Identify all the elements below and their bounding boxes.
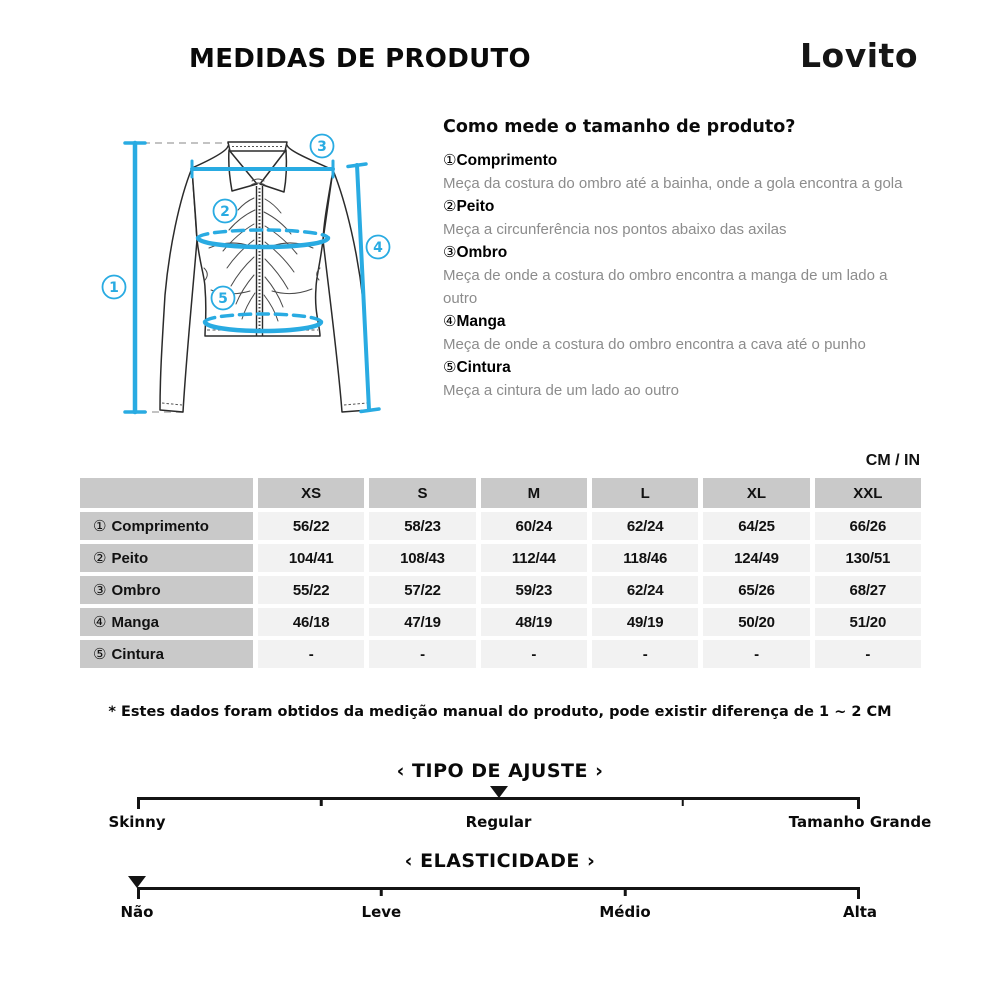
size-value-cell: 118/46 bbox=[592, 544, 698, 572]
size-value-cell: - bbox=[481, 640, 587, 668]
stretch-scale-track bbox=[137, 887, 860, 890]
size-value-cell: 62/24 bbox=[592, 576, 698, 604]
svg-text:1: 1 bbox=[109, 280, 119, 296]
guide-item-desc: Meça a cintura de um lado ao outro bbox=[443, 382, 679, 399]
scale-label: Não bbox=[120, 903, 154, 921]
size-value-cell: 59/23 bbox=[481, 576, 587, 604]
circled-number: ① bbox=[443, 152, 457, 169]
guide-item-desc: Meça de onde a costura do ombro encontra a manga de um lado a outro bbox=[443, 267, 888, 307]
size-value-cell: 68/27 bbox=[815, 576, 921, 604]
size-value-cell: 47/19 bbox=[369, 608, 475, 636]
garment-illustration bbox=[80, 120, 420, 440]
circled-number: ④ bbox=[93, 614, 107, 631]
circled-number: ④ bbox=[443, 313, 457, 330]
guide-item bbox=[443, 195, 925, 241]
fit-scale-marker-icon bbox=[490, 786, 508, 798]
scale-tick bbox=[682, 797, 685, 806]
size-value-cell: 58/23 bbox=[369, 512, 475, 540]
guide-item bbox=[443, 149, 925, 195]
svg-text:2: 2 bbox=[220, 204, 230, 220]
size-column-header: S bbox=[369, 478, 475, 508]
size-value-cell: 49/19 bbox=[592, 608, 698, 636]
size-value-cell: 50/20 bbox=[703, 608, 809, 636]
stretch-scale-marker-icon bbox=[128, 876, 146, 888]
measurement-footnote: * Estes dados foram obtidos da medição manual do produto, pode existir diferença de 1 ~ 2 CM bbox=[108, 704, 892, 720]
size-value-cell: - bbox=[369, 640, 475, 668]
table-row-label: ③ Ombro bbox=[80, 576, 253, 604]
stretch-scale-heading: ‹ ELASTICIDADE › bbox=[404, 850, 596, 872]
guide-heading: Como mede o tamanho de produto? bbox=[443, 117, 796, 137]
unit-label: CM / IN bbox=[865, 452, 920, 469]
stretch-scale-labels bbox=[120, 903, 878, 923]
circled-number: ③ bbox=[443, 244, 457, 261]
circled-number: ② bbox=[93, 550, 107, 567]
guide-item-label: ②Peito bbox=[443, 198, 495, 215]
size-column-header: XL bbox=[703, 478, 809, 508]
size-value-cell: 112/44 bbox=[481, 544, 587, 572]
size-value-cell: 65/26 bbox=[703, 576, 809, 604]
guide-item-label: ③Ombro bbox=[443, 244, 508, 261]
size-value-cell: - bbox=[592, 640, 698, 668]
guide-item-label: ④Manga bbox=[443, 313, 506, 330]
size-column-header: L bbox=[592, 478, 698, 508]
guide-item bbox=[443, 241, 925, 310]
scale-label: Regular bbox=[465, 813, 532, 831]
measure-guide bbox=[443, 117, 925, 402]
scale-label: Médio bbox=[599, 903, 651, 921]
size-value-cell: 48/19 bbox=[481, 608, 587, 636]
svg-text:3: 3 bbox=[317, 139, 327, 155]
table-row-label: ① Comprimento bbox=[80, 512, 253, 540]
guide-item bbox=[443, 356, 925, 402]
svg-text:4: 4 bbox=[373, 240, 383, 256]
size-value-cell: - bbox=[815, 640, 921, 668]
scale-label: Leve bbox=[361, 903, 402, 921]
size-value-cell: 56/22 bbox=[258, 512, 364, 540]
fit-scale-track bbox=[137, 797, 860, 800]
size-column-header: XS bbox=[258, 478, 364, 508]
circled-number: ⑤ bbox=[93, 646, 107, 663]
size-value-cell: 104/41 bbox=[258, 544, 364, 572]
table-row-label: ④ Manga bbox=[80, 608, 253, 636]
guide-item-label: ①Comprimento bbox=[443, 152, 558, 169]
size-value-cell: 57/22 bbox=[369, 576, 475, 604]
size-value-cell: 46/18 bbox=[258, 608, 364, 636]
table-row-label: ⑤ Cintura bbox=[80, 640, 253, 668]
scale-label: Tamanho Grande bbox=[788, 813, 932, 831]
size-value-cell: - bbox=[258, 640, 364, 668]
scale-tick bbox=[624, 887, 627, 896]
scale-tick bbox=[320, 797, 323, 806]
circled-number: ② bbox=[443, 198, 457, 215]
page-title: MEDIDAS DE PRODUTO bbox=[189, 44, 531, 74]
size-value-cell: 124/49 bbox=[703, 544, 809, 572]
table-row-label: ② Peito bbox=[80, 544, 253, 572]
size-value-cell: 108/43 bbox=[369, 544, 475, 572]
table-corner-cell bbox=[80, 478, 253, 508]
scale-label: Alta bbox=[842, 903, 878, 921]
guide-item bbox=[443, 310, 925, 356]
guide-item-label: ⑤Cintura bbox=[443, 359, 511, 376]
fit-scale-heading: ‹ TIPO DE AJUSTE › bbox=[396, 760, 604, 782]
size-value-cell: 51/20 bbox=[815, 608, 921, 636]
circled-number: ⑤ bbox=[443, 359, 457, 376]
size-value-cell: 64/25 bbox=[703, 512, 809, 540]
size-value-cell: 66/26 bbox=[815, 512, 921, 540]
guide-item-desc: Meça de onde a costura do ombro encontra a cava até o punho bbox=[443, 336, 866, 353]
scale-label: Skinny bbox=[108, 813, 166, 831]
circled-number: ③ bbox=[93, 582, 107, 599]
brand-logo: Lovito bbox=[800, 36, 918, 75]
size-table bbox=[80, 478, 921, 668]
size-value-cell: 130/51 bbox=[815, 544, 921, 572]
size-column-header: M bbox=[481, 478, 587, 508]
size-value-cell: 55/22 bbox=[258, 576, 364, 604]
fit-scale-labels bbox=[108, 813, 932, 833]
circled-number: ① bbox=[93, 518, 107, 535]
guide-item-desc: Meça da costura do ombro até a bainha, onde a gola encontra a gola bbox=[443, 175, 903, 192]
size-value-cell: 60/24 bbox=[481, 512, 587, 540]
svg-text:5: 5 bbox=[218, 291, 228, 307]
size-value-cell: 62/24 bbox=[592, 512, 698, 540]
guide-item-desc: Meça a circunferência nos pontos abaixo das axilas bbox=[443, 221, 787, 238]
scale-tick bbox=[380, 887, 383, 896]
size-column-header: XXL bbox=[815, 478, 921, 508]
size-value-cell: - bbox=[703, 640, 809, 668]
